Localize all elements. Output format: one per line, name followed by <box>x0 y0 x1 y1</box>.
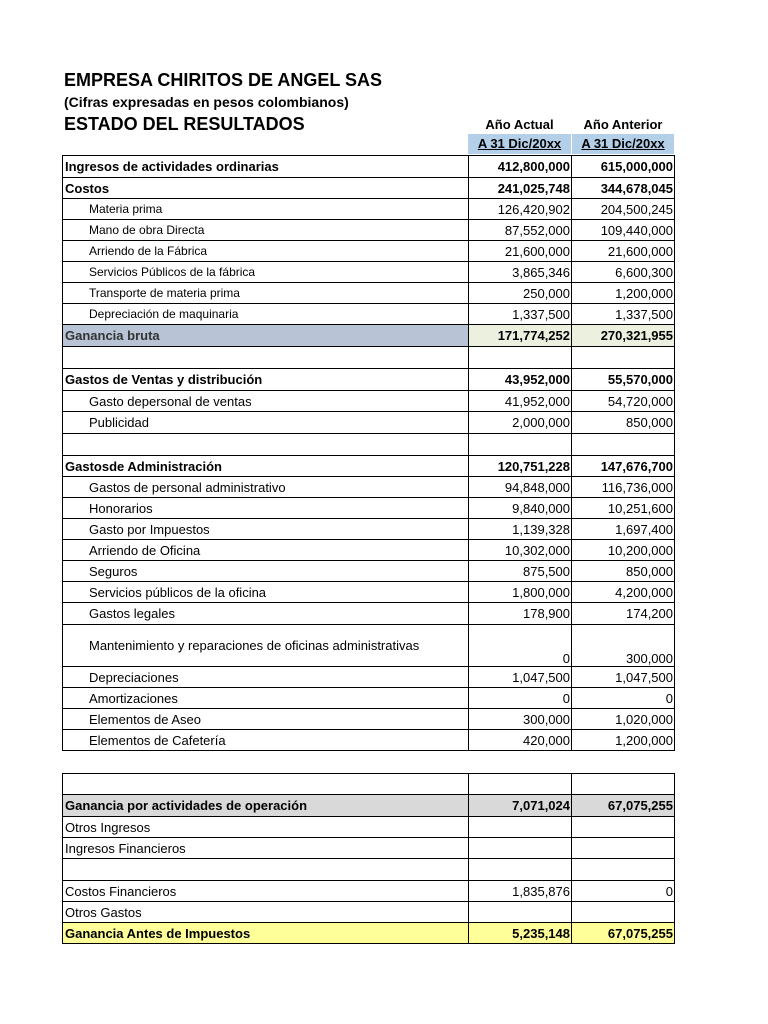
current-year-value: 5,235,148 <box>469 923 572 944</box>
current-year-value <box>469 774 572 795</box>
current-year-value: 3,865,346 <box>469 262 572 283</box>
date-header-current-year: A 31 Dic/20xx <box>468 134 571 154</box>
row-label: Ganancia por actividades de operación <box>63 795 469 817</box>
table-row <box>63 304 675 325</box>
table-row <box>63 391 675 412</box>
table-row <box>63 199 675 220</box>
prior-year-value: 55,570,000 <box>572 369 675 391</box>
prior-year-value: 67,075,255 <box>572 923 675 944</box>
current-year-value: 1,337,500 <box>469 304 572 325</box>
prior-year-value: 4,200,000 <box>572 582 675 603</box>
prior-year-value: 300,000 <box>572 625 675 667</box>
current-year-value <box>469 817 572 838</box>
table-row <box>63 730 675 751</box>
prior-year-value: 344,678,045 <box>572 178 675 199</box>
row-label <box>63 347 469 369</box>
table-row <box>63 603 675 625</box>
current-year-value <box>469 434 572 456</box>
company-name: EMPRESA CHIRITOS DE ANGEL SAS <box>64 70 383 90</box>
table-row <box>63 881 675 902</box>
prior-year-value <box>572 434 675 456</box>
current-year-value: 250,000 <box>469 283 572 304</box>
table-row <box>63 838 675 859</box>
prior-year-value <box>572 902 675 923</box>
current-year-value: 87,552,000 <box>469 220 572 241</box>
current-year-value: 171,774,252 <box>469 325 572 347</box>
row-label: Transporte de materia prima <box>63 283 469 304</box>
row-label: Costos Financieros <box>63 881 469 902</box>
table-row <box>63 625 675 667</box>
table-row <box>63 477 675 498</box>
prior-year-value <box>572 774 675 795</box>
current-year-value: 43,952,000 <box>469 369 572 391</box>
prior-year-value: 1,337,500 <box>572 304 675 325</box>
table-row <box>63 456 675 477</box>
prior-year-value: 6,600,300 <box>572 262 675 283</box>
current-year-value: 0 <box>469 625 572 667</box>
current-year-value: 120,751,228 <box>469 456 572 477</box>
table-row <box>63 262 675 283</box>
row-label: Ingresos Financieros <box>63 838 469 859</box>
row-label: Gastosde Administración <box>63 456 469 477</box>
row-label <box>63 859 469 881</box>
row-label: Mantenimiento y reparaciones de oficinas administrativas <box>63 625 469 667</box>
row-label: Ganancia bruta <box>63 325 469 347</box>
prior-year-value: 615,000,000 <box>572 156 675 178</box>
table-row <box>63 817 675 838</box>
current-year-value: 21,600,000 <box>469 241 572 262</box>
row-label: Elementos de Cafetería <box>63 730 469 751</box>
row-label: Gastos de personal administrativo <box>63 477 469 498</box>
row-label: Servicios Públicos de la fábrica <box>63 262 469 283</box>
current-year-value: 1,139,328 <box>469 519 572 540</box>
table-row-spacer <box>63 347 675 369</box>
current-year-value <box>469 859 572 881</box>
prior-year-value: 1,697,400 <box>572 519 675 540</box>
current-year-value <box>469 347 572 369</box>
current-year-value: 41,952,000 <box>469 391 572 412</box>
table-row <box>63 156 675 178</box>
row-label: Seguros <box>63 561 469 582</box>
column-header-current-year: Año Actual <box>485 117 554 132</box>
prior-year-value: 850,000 <box>572 561 675 582</box>
prior-year-value: 10,200,000 <box>572 540 675 561</box>
income-statement-table <box>62 155 675 751</box>
current-year-value: 0 <box>469 688 572 709</box>
row-label: Honorarios <box>63 498 469 519</box>
current-year-value <box>469 902 572 923</box>
statement-title: ESTADO DEL RESULTADOS <box>64 114 305 134</box>
current-year-value: 412,800,000 <box>469 156 572 178</box>
row-label: Elementos de Aseo <box>63 709 469 730</box>
prior-year-value: 0 <box>572 688 675 709</box>
table-row <box>63 241 675 262</box>
current-year-value: 1,800,000 <box>469 582 572 603</box>
operating-summary-table <box>62 773 675 944</box>
row-label: Otros Gastos <box>63 902 469 923</box>
row-label: Depreciación de maquinaria <box>63 304 469 325</box>
table-row <box>63 519 675 540</box>
table-row-gross-profit <box>63 325 675 347</box>
prior-year-value: 147,676,700 <box>572 456 675 477</box>
row-label: Mano de obra Directa <box>63 220 469 241</box>
row-label: Ingresos de actividades ordinarias <box>63 156 469 178</box>
row-label: Gastos legales <box>63 603 469 625</box>
row-label: Gasto por Impuestos <box>63 519 469 540</box>
currency-note: (Cifras expresadas en pesos colombianos) <box>64 94 349 110</box>
current-year-value <box>469 838 572 859</box>
table-row <box>63 498 675 519</box>
table-row-spacer <box>63 774 675 795</box>
prior-year-value: 1,200,000 <box>572 283 675 304</box>
current-year-value: 1,047,500 <box>469 667 572 688</box>
prior-year-value: 174,200 <box>572 603 675 625</box>
table-row-spacer <box>63 859 675 881</box>
row-label: Publicidad <box>63 412 469 434</box>
row-label: Gasto depersonal de ventas <box>63 391 469 412</box>
row-label <box>63 434 469 456</box>
table-row <box>63 709 675 730</box>
current-year-value: 7,071,024 <box>469 795 572 817</box>
table-row-operating-profit <box>63 795 675 817</box>
current-year-value: 178,900 <box>469 603 572 625</box>
prior-year-value: 109,440,000 <box>572 220 675 241</box>
prior-year-value: 1,047,500 <box>572 667 675 688</box>
prior-year-value: 10,251,600 <box>572 498 675 519</box>
table-row <box>63 561 675 582</box>
date-header-prior-year: A 31 Dic/20xx <box>572 134 674 154</box>
table-row <box>63 283 675 304</box>
prior-year-value: 1,020,000 <box>572 709 675 730</box>
row-label: Arriendo de Oficina <box>63 540 469 561</box>
prior-year-value: 54,720,000 <box>572 391 675 412</box>
current-year-value: 875,500 <box>469 561 572 582</box>
table-row <box>63 540 675 561</box>
prior-year-value: 116,736,000 <box>572 477 675 498</box>
prior-year-value <box>572 817 675 838</box>
prior-year-value <box>572 838 675 859</box>
current-year-value: 2,000,000 <box>469 412 572 434</box>
current-year-value: 94,848,000 <box>469 477 572 498</box>
row-label: Amortizaciones <box>63 688 469 709</box>
current-year-value: 9,840,000 <box>469 498 572 519</box>
table-row <box>63 220 675 241</box>
prior-year-value: 850,000 <box>572 412 675 434</box>
row-label: Arriendo de la Fábrica <box>63 241 469 262</box>
current-year-value: 126,420,902 <box>469 199 572 220</box>
prior-year-value: 204,500,245 <box>572 199 675 220</box>
prior-year-value <box>572 347 675 369</box>
current-year-value: 241,025,748 <box>469 178 572 199</box>
table-row <box>63 667 675 688</box>
prior-year-value <box>572 859 675 881</box>
row-label: Costos <box>63 178 469 199</box>
row-label: Depreciaciones <box>63 667 469 688</box>
table-row <box>63 688 675 709</box>
table-row <box>63 582 675 603</box>
row-label: Servicios públicos de la oficina <box>63 582 469 603</box>
current-year-value: 1,835,876 <box>469 881 572 902</box>
current-year-value: 420,000 <box>469 730 572 751</box>
table-row <box>63 902 675 923</box>
table-row <box>63 412 675 434</box>
row-label: Gastos de Ventas y distribución <box>63 369 469 391</box>
prior-year-value: 270,321,955 <box>572 325 675 347</box>
table-row-profit-before-tax <box>63 923 675 944</box>
prior-year-value: 21,600,000 <box>572 241 675 262</box>
current-year-value: 10,302,000 <box>469 540 572 561</box>
current-year-value: 300,000 <box>469 709 572 730</box>
prior-year-value: 67,075,255 <box>572 795 675 817</box>
table-row-spacer <box>63 434 675 456</box>
row-label: Ganancia Antes de Impuestos <box>63 923 469 944</box>
row-label: Otros Ingresos <box>63 817 469 838</box>
column-header-prior-year: Año Anterior <box>583 117 663 132</box>
row-label <box>63 774 469 795</box>
table-row <box>63 369 675 391</box>
row-label: Materia prima <box>63 199 469 220</box>
table-row <box>63 178 675 199</box>
prior-year-value: 0 <box>572 881 675 902</box>
prior-year-value: 1,200,000 <box>572 730 675 751</box>
